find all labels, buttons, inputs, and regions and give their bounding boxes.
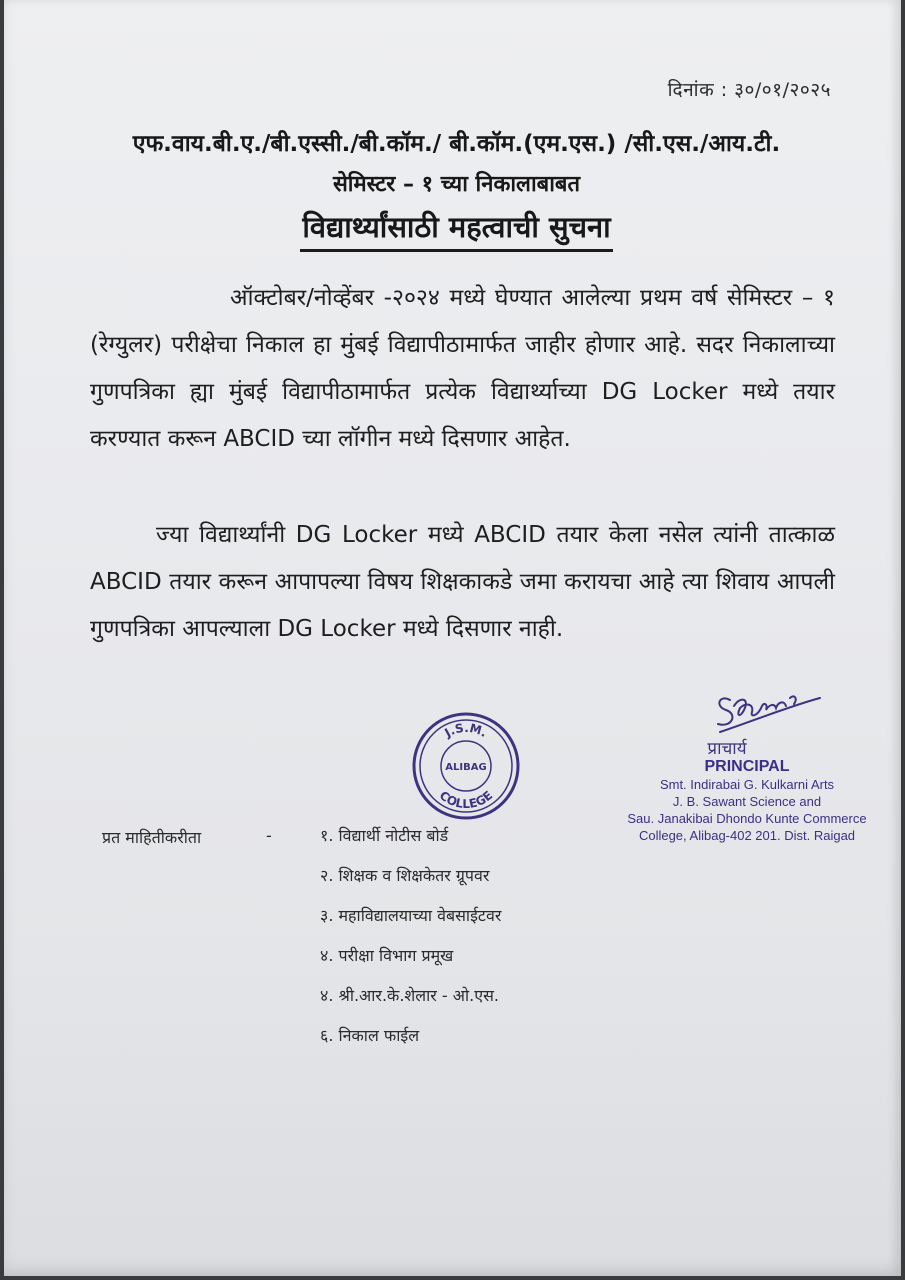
copy-to-label: प्रत माहितीकरीता	[102, 828, 202, 847]
list-item: २. शिक्षक व शिक्षकेतर ग्रूपवर	[320, 866, 490, 885]
course-list-heading: एफ.वाय.बी.ए./बी.एस्सी./बी.कॉम./ बी.कॉम.(एम.एस.) /सी.एस./आय.टी.	[132, 131, 781, 157]
copy-to-dash: -	[266, 826, 272, 845]
stamp-center-text: ALIBAG	[445, 762, 487, 773]
principal-marathi-title: प्राचार्य	[707, 739, 747, 758]
notice-title-text: विद्यार्थ्यांसाठी महत्वाची सुचना	[300, 207, 612, 252]
principal-address-line-4: College, Alibag-402 201. Dist. Raigad	[638, 828, 856, 843]
stamp-bottom-text: COLLEGE	[436, 788, 496, 812]
principal-signature	[710, 676, 830, 746]
notice-paragraph-1: ऑक्टोबर/नोव्हेंबर -२०२४ मध्ये घेण्यात आलेल्या प्रथम वर्ष सेमिस्टर – १ (रेग्युलर) परीक्षेचा निकाल हा मुंबई विद्यापीठामार्फत जाहीर होणार आहे. सदर निकालाच्या गुणपत्रिका ह्या मुंबई विद्यापीठामार्फत प्रत्येक विद्यार्थ्याच्या DG Locker मध्ये तयार करण्यात करून ABCID च्या लॉगीन मध्ये दिसणार आहेत.	[90, 285, 835, 452]
list-item: ३. महाविद्यालयाच्या वेबसाईटवर	[320, 906, 502, 925]
notice-paper	[4, 0, 901, 1276]
principal-address-line-2: J. B. Sawant Science and	[672, 794, 822, 809]
principal-address-line-1: Smt. Indirabai G. Kulkarni Arts	[659, 777, 835, 792]
notice-title	[4, 207, 905, 252]
list-item: ४. श्री.आर.के.शेलार - ओ.एस.	[320, 986, 499, 1005]
principal-block	[602, 740, 892, 844]
list-item: ४. परीक्षा विभाग प्रमूख	[320, 946, 454, 965]
principal-address-line-3: Sau. Janakibai Dhondo Kunte Commerce	[627, 811, 867, 826]
list-item: ६. निकाल फाईल	[320, 1026, 420, 1045]
notice-date: दिनांक : ३०/०१/२०२५	[667, 79, 831, 101]
notice-paragraph-2: ज्या विद्यार्थ्यांनी DG Locker मध्ये ABCID तयार केला नसेल त्यांनी तात्काळ ABCID तयार करून आपापल्या विषय शिक्षकाकडे जमा करायचा आहे त्या शिवाय आपली गुणपत्रिका आपल्याला DG Locker मध्ये दिसणार नाही.	[90, 522, 835, 642]
college-stamp	[410, 710, 522, 822]
stamp-top-text: J.S.M.	[442, 720, 490, 740]
list-item: १. विद्यार्थी नोटीस बोर्ड	[320, 826, 449, 845]
principal-title: PRINCIPAL	[704, 758, 790, 775]
semester-heading: सेमिस्टर – १ च्या निकालाबाबत	[332, 172, 581, 197]
copy-to-list	[320, 826, 501, 1066]
